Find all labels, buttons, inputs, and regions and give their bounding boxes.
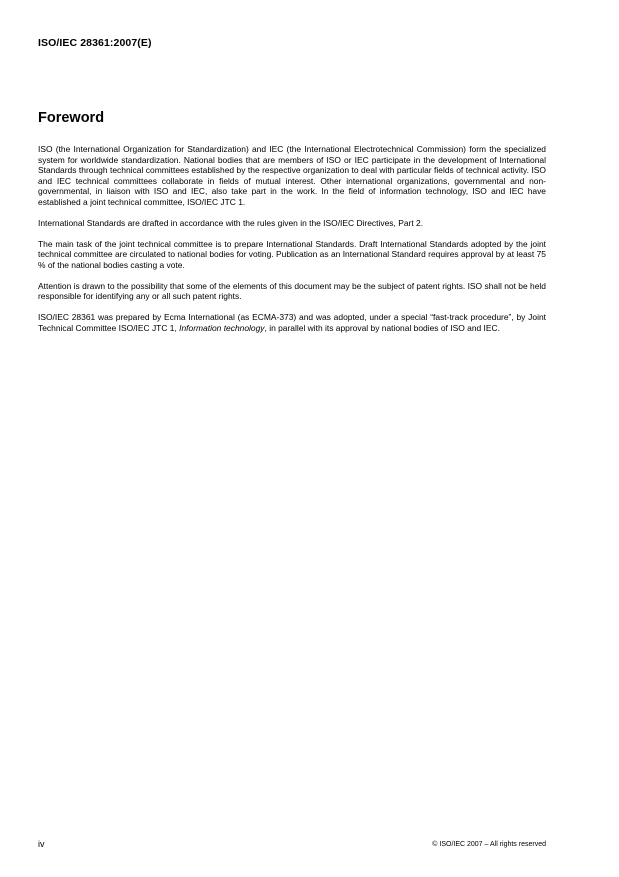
foreword-paragraph-4: Attention is drawn to the possibility that some of the elements of this document may be the subject of patent rights. ISO shall not be held responsible for identifying any or all such patent rights.	[38, 280, 546, 301]
paragraph-5-italic-text: Information technology	[179, 322, 265, 333]
foreword-title: Foreword	[38, 110, 105, 126]
foreword-paragraph-3: The main task of the joint technical committee is to prepare International Standards. Draft International Standards adopted by the joint technical committee are circulated to national bodies for voting. Publication as an International Standard requires approval by at least 75 % of the national bodies casting a vote.	[38, 238, 546, 270]
foreword-body	[38, 144, 546, 344]
foreword-paragraph-2: International Standards are drafted in accordance with the rules given in the ISO/IEC Directives, Part 2.	[38, 217, 424, 228]
page-number: iv	[38, 839, 45, 849]
foreword-paragraph-5	[38, 312, 546, 333]
document-id-header: ISO/IEC 28361:2007(E)	[38, 37, 152, 49]
paragraph-5-text-before: ISO/IEC 28361 was prepared by Ecma International (as ECMA-373) and was adopted, under a special “fast-track procedure”, by Joint Technical Committee ISO/IEC JTC 1,	[38, 312, 546, 333]
foreword-paragraph-1: ISO (the International Organization for Standardization) and IEC (the International Electrotechnical Commission) form the specialized system for worldwide standardization. National bodies that are members of ISO or IEC participate in the development of International Standards through technical committees established by the respective organization to deal with particular fields of technical activity. ISO and IEC technical committees collaborate in fields of mutual interest. Other international organizations, governmental and non-governmental, in liaison with ISO and IEC, also take part in the work. In the field of information technology, ISO and IEC have established a joint technical committee, ISO/IEC JTC 1.	[38, 144, 546, 207]
paragraph-5-text-after: , in parallel with its approval by national bodies of ISO and IEC.	[264, 322, 500, 333]
copyright-notice: © ISO/IEC 2007 – All rights reserved	[432, 841, 546, 848]
